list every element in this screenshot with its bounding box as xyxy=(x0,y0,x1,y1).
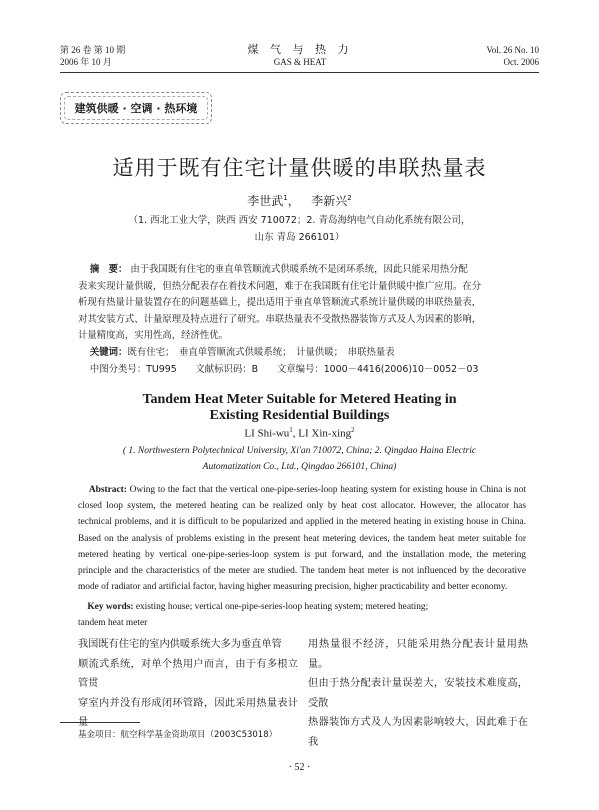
keywords-cn xyxy=(78,345,526,362)
author-2-en: LI Xin-xing xyxy=(298,427,352,440)
footnote-divider xyxy=(60,722,140,723)
affiliation-en-line2: Automatization Co., Ltd., Qingdao 266101, China) xyxy=(202,462,397,472)
journal-name-en: GAS & HEAT xyxy=(273,57,327,67)
keywords-cn-label: 关键词： xyxy=(89,347,128,358)
page-number: · 52 · xyxy=(288,762,311,773)
abstract-cn-line: 表来实现计量供暖，但热分配表存在着技术问题，难于在我国既有住宅计量供暖中推广应用。在分 xyxy=(78,280,482,292)
keywords-cn-text: 既有住宅； 垂直单管顺流式供暖系统； 计量供暖； 串联热量表 xyxy=(127,347,395,358)
authors-en xyxy=(0,426,599,440)
author-1-en: LI Shi-wu xyxy=(244,427,290,440)
keywords-en xyxy=(78,599,526,631)
body-line: 用热量很不经济，只能采用热分配表计量用热量。 xyxy=(308,639,528,670)
section-label: 建筑供暖 · 空调 · 热环境 xyxy=(74,102,198,115)
body-line: 热器装饰方式及人为因素影响较大，因此难于在我 xyxy=(308,717,528,748)
abstract-cn-line: 析现有热量计量装置存在的问题基础上，提出适用于垂直单管顺流式系统计量供暖的串联热量表， xyxy=(78,297,482,308)
journal-name-cn: 煤 气 与 热 力 xyxy=(247,43,353,56)
classification-text: 中图分类号：TU995 文献标识码：B 文章编号：1000－4416(2006)10－0052－03 xyxy=(89,364,479,375)
body-line: 但由于热分配表计量误差大，安装技术难度高，受散 xyxy=(308,678,528,709)
keywords-en-text: existing house; vertical one-pipe-series-loop heating system; metered heating; xyxy=(135,602,429,612)
header-divider xyxy=(60,72,539,73)
author-separator-en: , xyxy=(292,427,299,440)
body-line: 穿室内并没有形成闭环管路，因此采用热量表计量 xyxy=(78,697,298,728)
abstract-en xyxy=(78,482,526,595)
affiliation-en-line1: ( 1. Northwestern Polytechnical University, Xi'an 710072, China; 2. Qingdao Haina Electric xyxy=(122,446,477,456)
body-column-right xyxy=(308,635,528,752)
author-1-en-affiliation-mark: 1 xyxy=(289,426,293,434)
author-2-affiliation-mark: 2 xyxy=(347,194,352,202)
issue-date: 2006 年 10 月 xyxy=(60,57,112,67)
author-2-en-affiliation-mark: 2 xyxy=(351,426,355,434)
affiliation-cn-line1: （1. 西北工业大学，陕西 西安 710072；2. 青岛海纳电气自动化系统有限公司， xyxy=(128,215,471,226)
body-column-left xyxy=(78,635,298,733)
issue-date-en: Oct. 2006 xyxy=(503,57,539,67)
journal-name xyxy=(200,44,400,68)
abstract-cn-line: 计量精度高，实用性高，经济性优。 xyxy=(78,330,229,341)
abstract-cn-line: 对其安装方式、计量原理及特点进行了研究。串联热量表不受散热器装饰方式及人为因素的影响， xyxy=(78,313,482,325)
affiliation-cn-line2: 山东 青岛 266101） xyxy=(254,232,345,243)
keywords-en-text-continued: tandem heat meter xyxy=(78,618,148,629)
paper-title-cn: 适用于既有住宅计量供暖的串联热量表 xyxy=(112,156,487,180)
abstract-cn xyxy=(78,262,526,345)
author-1-affiliation-mark: 1 xyxy=(283,194,288,202)
journal-volume-info xyxy=(60,44,125,68)
paper-title-en-line2: Existing Residential Buildings xyxy=(209,408,390,423)
footnote-funding: 基金项目：航空科学基金资助项目（2003C53018） xyxy=(78,730,278,740)
abstract-en-label: Abstract: xyxy=(88,485,127,495)
section-label-box xyxy=(60,92,212,124)
body-line: 我国既有住宅的室内供暖系统大多为垂直单管 xyxy=(78,639,282,650)
abstract-cn-label: 摘 要： xyxy=(89,264,128,275)
classification-info xyxy=(78,362,526,379)
abstract-cn-line: 摘 要： 由于我国既有住宅的垂直单管顺流式供暖系统不是闭环系统，因此只能采用热分配 xyxy=(89,264,468,275)
keywords-en-label: Key words: xyxy=(87,602,134,612)
author-separator: ， xyxy=(287,194,300,208)
authors-cn xyxy=(0,192,599,209)
paper-title-en-line1: Tandem Heat Meter Suitable for Metered Heating in xyxy=(142,392,457,407)
volume-issue: 第 26 卷 第 10 期 xyxy=(60,45,126,55)
volume-issue-en: Vol. 26 No. 10 xyxy=(486,45,539,55)
author-2: 李新兴 xyxy=(311,194,348,208)
body-line: 顺流式系统，对单个热用户而言，由于有多根立管贯 xyxy=(78,658,298,689)
author-1: 李世武 xyxy=(247,194,284,208)
journal-volume-info-en xyxy=(486,44,539,68)
abstract-en-text: Owing to the fact that the vertical one-pipe-series-loop heating system for existing house in China is not closed loop system, the metered heating can be realized only by heat cost allocator. However, the allocator has technical problems, and it is difficult to be popularized and applied in the metered heating in existing house in China. Based on the analysis of problems existing in the present heat metering devices, the tandem heat meter suitable for metered heating by vertical one-pipe-series-loop system is put forward, and the installation mode, the metering principle and the characteristics of the meter are studied. The tandem heat meter is not influenced by the decorative mode of radiator and artificial factor, having higher measuring precision, higher practicability and better economy. xyxy=(78,485,527,593)
